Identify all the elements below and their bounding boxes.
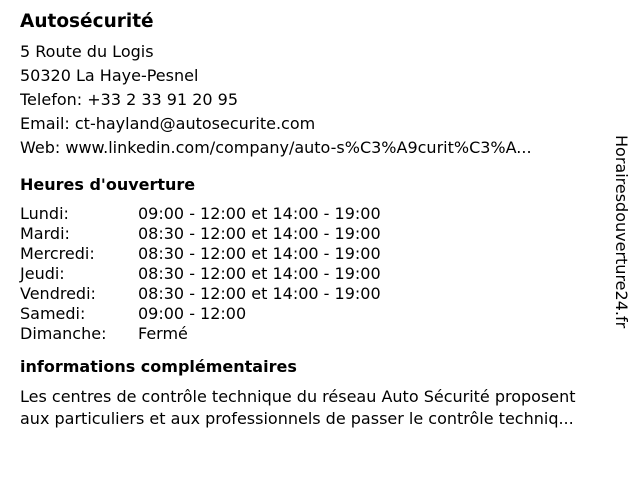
business-name: Autosécurité [20, 11, 154, 32]
hours-value: 09:00 - 12:00 [138, 304, 247, 323]
hours-value: Fermé [138, 324, 188, 343]
hours-day: Samedi: [20, 304, 86, 323]
phone-line: Telefon: +33 2 33 91 20 95 [20, 90, 239, 109]
contact-block [20, 40, 610, 160]
hours-row [20, 204, 610, 224]
brand-watermark: Horairesdouverture24.fr [612, 135, 631, 329]
hours-value: 08:30 - 12:00 et 14:00 - 19:00 [138, 284, 381, 303]
hours-row [20, 224, 610, 244]
hours-day: Mardi: [20, 224, 70, 243]
web-line: Web: www.linkedin.com/company/auto-s%C3%A9curit%C3%A... [20, 138, 532, 157]
hours-value: 08:30 - 12:00 et 14:00 - 19:00 [138, 264, 381, 283]
info-line-2: aux particuliers et aux professionnels de passer le contrôle techniq... [20, 409, 574, 428]
email-line: Email: ct-hayland@autosecurite.com [20, 114, 316, 133]
hours-row [20, 284, 610, 304]
hours-day: Vendredi: [20, 284, 96, 303]
info-heading: informations complémentaires [20, 357, 297, 376]
hours-value: 08:30 - 12:00 et 14:00 - 19:00 [138, 244, 381, 263]
info-description [20, 386, 610, 430]
business-card [20, 10, 610, 430]
hours-day: Dimanche: [20, 324, 107, 343]
info-line-1: Les centres de contrôle technique du réseau Auto Sécurité proposent [20, 387, 576, 406]
hours-day: Lundi: [20, 204, 69, 223]
hours-value: 08:30 - 12:00 et 14:00 - 19:00 [138, 224, 381, 243]
hours-day: Jeudi: [20, 264, 65, 283]
hours-table [20, 204, 610, 344]
hours-value: 09:00 - 12:00 et 14:00 - 19:00 [138, 204, 381, 223]
address-line-2: 50320 La Haye-Pesnel [20, 66, 199, 85]
hours-heading: Heures d'ouverture [20, 175, 196, 194]
hours-day: Mercredi: [20, 244, 95, 263]
hours-row [20, 244, 610, 264]
hours-row [20, 264, 610, 284]
hours-row [20, 324, 610, 344]
hours-row [20, 304, 610, 324]
address-line-1: 5 Route du Logis [20, 42, 154, 61]
